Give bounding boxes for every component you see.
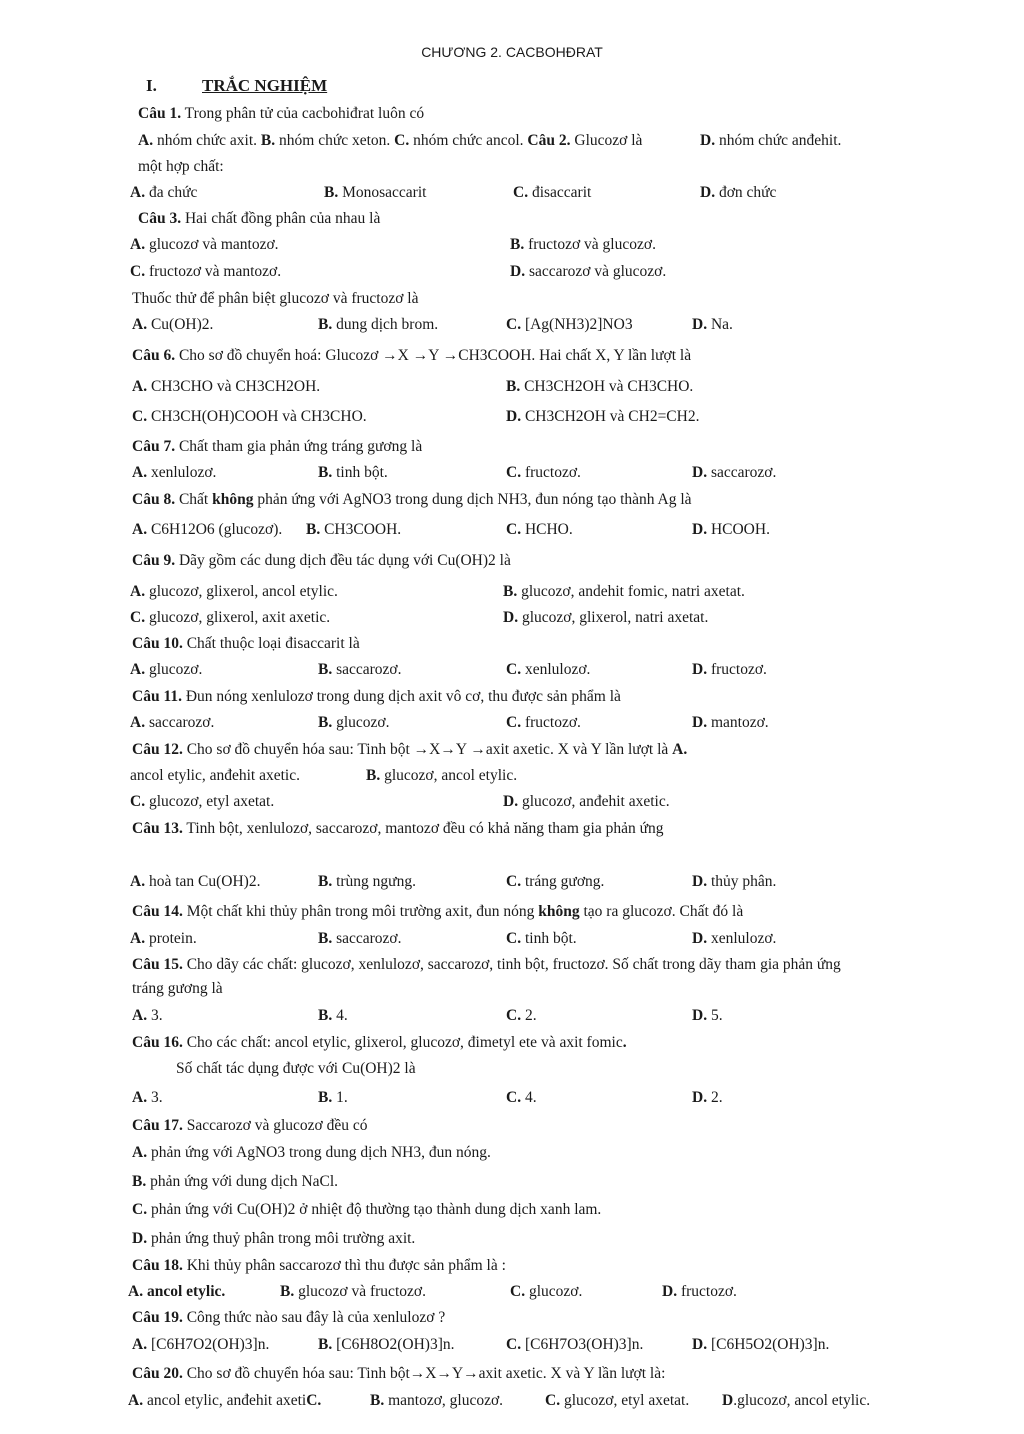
option-label: B. <box>306 521 321 538</box>
option-label: A. <box>130 930 146 947</box>
option-label: C. <box>506 1336 522 1353</box>
option-label: C. <box>506 714 522 731</box>
option-label: B. <box>318 661 333 678</box>
option-text: glucozơ. <box>145 661 203 678</box>
option-c <box>132 1200 601 1220</box>
option-d <box>692 1088 723 1108</box>
option-text: HCOOH. <box>707 521 770 538</box>
option-text: glucozơ, glixerol, ancol etylic. <box>145 583 338 600</box>
option-label: A. <box>130 714 146 731</box>
option-text: 1. <box>332 1089 348 1106</box>
option-label: C. <box>506 1089 522 1106</box>
option-c <box>545 1391 689 1411</box>
option-label: D. <box>692 714 708 731</box>
section-heading <box>146 76 327 96</box>
option-label: B. <box>132 1173 147 1190</box>
option-label: Câu 12. <box>132 741 183 758</box>
option-b <box>318 315 438 335</box>
section-title: TRẮC NGHIỆM <box>202 76 328 95</box>
option-label: A. <box>130 236 146 253</box>
option-label: Câu 9. <box>132 552 176 569</box>
option-text: glucozơ, anđehit axetic. <box>518 793 670 810</box>
option-text: C6H12O6 (glucozơ). <box>147 521 283 538</box>
option-label: C. <box>506 1007 522 1024</box>
question-text: Glucozơ là <box>570 132 643 149</box>
option-text: phản ứng với Cu(OH)2 ở nhiệt độ thường tạo thành dung dịch xanh lam. <box>147 1201 602 1218</box>
question-16 <box>132 1033 627 1053</box>
option-text: glucozơ, andehit fomic, natri axetat. <box>517 583 745 600</box>
option-label: Câu 13. <box>132 820 183 837</box>
option-b <box>318 463 388 483</box>
option-c <box>130 262 281 282</box>
option-d <box>692 872 776 892</box>
option-b <box>132 1172 338 1192</box>
option-label: B. <box>280 1283 295 1300</box>
option-label: A. <box>138 132 154 149</box>
option-text: fructozơ. <box>521 464 581 481</box>
option-label: Câu 17. <box>132 1117 183 1134</box>
question-18 <box>132 1256 506 1276</box>
option-a-continuation: ancol etylic, anđehit axetic. <box>130 767 300 784</box>
chapter-header: CHƯƠNG 2. CACBOHĐRAT <box>421 44 603 60</box>
option-label: Câu 6. <box>132 347 176 364</box>
option-text: 4. <box>521 1089 537 1106</box>
option-text: thủy phân. <box>707 873 777 890</box>
option-text: [C6H5O2(OH)3]n. <box>707 1336 830 1353</box>
option-b <box>318 1088 348 1108</box>
option-a <box>132 1006 163 1026</box>
option-b <box>324 183 426 203</box>
option-label: D. <box>503 609 519 626</box>
option-text: trùng ngưng. <box>332 873 416 890</box>
option-text: glucozơ, etyl axetat. <box>560 1392 690 1409</box>
option-text: mantozơ, glucozơ. <box>384 1392 504 1409</box>
option-text: glucozơ, glixerol, axit axetic. <box>145 609 331 626</box>
option-label: Câu 11. <box>132 688 182 705</box>
option-label: B. <box>260 132 276 149</box>
option-label: B. <box>318 1089 333 1106</box>
option-text: fructozơ và glucozơ. <box>524 236 656 253</box>
option-c <box>510 1282 582 1302</box>
question-label: Câu 1. <box>138 105 182 122</box>
option-text: tinh bột. <box>332 464 388 481</box>
option-label: A. <box>130 583 146 600</box>
option-text: CH3CHO và CH3CH2OH. <box>147 378 321 395</box>
option-b <box>370 1391 503 1411</box>
option-label: . <box>622 1034 627 1051</box>
option-text: 2. <box>521 1007 537 1024</box>
option-label: C. <box>513 184 529 201</box>
option-text: glucozơ. <box>332 714 390 731</box>
option-a <box>130 660 202 680</box>
option-text: 4. <box>332 1007 348 1024</box>
option-label: A. <box>128 1392 144 1409</box>
option-d <box>692 660 767 680</box>
option-label: A. <box>132 1144 148 1161</box>
option-label: Câu 20. <box>132 1365 183 1382</box>
option-text: phản ứng với AgNO3 trong dung dịch NH3, đun nóng. <box>147 1144 491 1161</box>
option-text: phản ứng với AgNO3 trong dung dịch NH3, đun nóng tạo thành Ag là <box>253 491 692 508</box>
option-label: Câu 15. <box>132 956 183 973</box>
option-text: Cho sơ đồ chuyển hóa sau: Tinh bột→X→Y→axit axetic. X và Y lần lượt là: <box>182 1365 666 1382</box>
option-b <box>510 235 656 255</box>
option-text: glucozơ, glixerol, natri axetat. <box>518 609 709 626</box>
option-c <box>513 183 591 203</box>
option-label: B. <box>318 316 333 333</box>
option-label: D. <box>662 1283 678 1300</box>
option-label: A. <box>132 464 148 481</box>
option-text: saccarozơ. <box>707 464 777 481</box>
option-label: C. <box>506 873 522 890</box>
option-label: D. <box>700 184 716 201</box>
option-label: C. <box>506 464 522 481</box>
option-c <box>506 929 577 949</box>
option-label: A. <box>132 316 148 333</box>
option-label: B. <box>318 1336 333 1353</box>
option-label: Câu 10. <box>132 635 183 652</box>
option-label: D. <box>692 873 708 890</box>
question-7 <box>132 437 422 457</box>
option-label: B. <box>318 873 333 890</box>
option-label: C. <box>506 661 522 678</box>
option-a <box>132 1335 269 1355</box>
question-14 <box>132 902 743 922</box>
option-text: saccarozơ. <box>332 661 402 678</box>
option-text: đa chức <box>145 184 198 201</box>
option-text: Saccarozơ và glucozơ đều có <box>182 1117 368 1134</box>
option-label: C. <box>130 609 146 626</box>
option-d <box>692 463 776 483</box>
option-d <box>692 713 769 733</box>
option-text: 3. <box>147 1089 163 1106</box>
option-text: 2. <box>707 1089 723 1106</box>
option-b <box>318 1335 454 1355</box>
option-b <box>306 520 401 540</box>
option-text: tinh bột. <box>521 930 577 947</box>
option-text: Đun nóng xenlulozơ trong dung dịch axit vô cơ, thu được sản phẩm là <box>181 688 621 705</box>
option-text: HCHO. <box>521 521 573 538</box>
option-text: Một chất khi thủy phân trong môi trường axit, đun nóng <box>182 903 539 920</box>
option-label: C. <box>545 1392 561 1409</box>
option-text: Cho dãy các chất: glucozơ, xenlulozơ, saccarozơ, tinh bột, fructozơ. Số chất trong dãy tham gia phản ứng <box>182 956 841 973</box>
option-label: A. <box>130 184 146 201</box>
option-d <box>692 315 733 335</box>
option-text: đisaccarit <box>528 184 592 201</box>
option-a <box>132 1088 163 1108</box>
option-a <box>132 377 320 397</box>
option-a <box>128 1391 321 1411</box>
option-d <box>722 1391 870 1411</box>
option-c <box>506 872 604 892</box>
option-text: dung dịch brom. <box>332 316 439 333</box>
question-9 <box>132 551 511 571</box>
option-a <box>128 1282 225 1302</box>
question-1 <box>138 104 424 124</box>
option-text: CH3COOH. <box>320 521 402 538</box>
question-text: Trong phân tử của cacbohiđrat luôn có <box>181 105 425 122</box>
option-b <box>318 929 402 949</box>
option-c <box>506 315 633 335</box>
option-a <box>130 713 214 733</box>
option-text: ancol etylic, anđehit axeti <box>143 1392 307 1409</box>
option-c <box>506 1088 537 1108</box>
option-a <box>130 872 260 892</box>
option-label: Câu 16. <box>132 1034 183 1051</box>
option-label: C. <box>132 1201 148 1218</box>
option-text: CH3CH(OH)COOH và CH3CHO. <box>147 408 367 425</box>
option-label: B. <box>318 714 333 731</box>
option-c <box>506 520 573 540</box>
option-text: glucozơ và mantozơ. <box>145 236 279 253</box>
option-label: Câu 3. <box>138 210 182 227</box>
option-label: không <box>212 491 254 508</box>
option-c <box>506 1006 537 1026</box>
option-b <box>318 660 402 680</box>
option-text: glucozơ. <box>525 1283 583 1300</box>
option-label: Câu 8. <box>132 491 176 508</box>
option-label: D. <box>692 316 708 333</box>
option-label: A. <box>132 521 148 538</box>
option-text: saccarozơ. <box>332 930 402 947</box>
option-text: xenlulozơ. <box>521 661 591 678</box>
option-label: D. <box>692 464 708 481</box>
option-text: nhóm chức anđehit. <box>715 132 842 149</box>
option-text: nhóm chức axit. <box>153 132 261 149</box>
option-text: 5. <box>707 1007 723 1024</box>
option-a <box>130 582 338 602</box>
option-text: CH3CH2OH và CH2=CH2. <box>521 408 700 425</box>
option-label: D. <box>503 793 519 810</box>
question-11 <box>132 687 621 707</box>
option-text: CH3CH2OH và CH3CHO. <box>520 378 694 395</box>
option-label: B. <box>503 583 518 600</box>
option-b <box>318 713 389 733</box>
option-label: A. <box>132 378 148 395</box>
option-d <box>132 1229 415 1249</box>
option-text: phản ứng thuỷ phân trong môi trường axit. <box>147 1230 416 1247</box>
option-text: Công thức nào sau đây là của xenlulozơ ? <box>182 1309 446 1326</box>
option-text: fructozơ. <box>707 661 767 678</box>
question-8 <box>132 490 692 510</box>
option-d <box>692 1006 723 1026</box>
option-label: D <box>722 1392 734 1409</box>
option-label: A. <box>672 741 688 758</box>
option-label: C. <box>506 930 522 947</box>
option-d <box>692 1335 829 1355</box>
option-text: fructozơ. <box>521 714 581 731</box>
option-text: Cho sơ đồ chuyển hoá: Glucozơ →X →Y →CH3COOH. Hai chất X, Y lần lượt là <box>175 347 692 364</box>
question-1-option-d <box>700 131 841 151</box>
option-label: B. <box>324 184 339 201</box>
question-3 <box>138 209 380 229</box>
option-text: nhóm chức xeton. <box>275 132 395 149</box>
option-d <box>503 608 708 628</box>
option-text: protein. <box>145 930 197 947</box>
option-b <box>280 1282 426 1302</box>
option-label: A. <box>132 1007 148 1024</box>
option-c <box>506 1335 643 1355</box>
option-c <box>506 713 581 733</box>
option-text: Na. <box>707 316 733 333</box>
option-text: glucozơ và fructozơ. <box>294 1283 426 1300</box>
option-d <box>692 929 776 949</box>
option-label: A. <box>128 1283 144 1300</box>
option-label: C. <box>510 1283 526 1300</box>
option-a <box>132 463 216 483</box>
option-text: xenlulozơ. <box>707 930 777 947</box>
option-a <box>130 929 197 949</box>
question-label: Câu 2. <box>527 132 571 149</box>
option-label: A. <box>132 1089 148 1106</box>
option-d <box>700 183 776 203</box>
option-label: B. <box>318 464 333 481</box>
option-b <box>318 872 416 892</box>
option-label: B. <box>318 930 333 947</box>
option-label: D. <box>692 521 708 538</box>
option-d <box>510 262 666 282</box>
option-label: A. <box>132 1336 148 1353</box>
option-text: 3. <box>147 1007 163 1024</box>
option-label: D. <box>692 661 708 678</box>
option-label: Câu 19. <box>132 1309 183 1326</box>
option-label: C. <box>306 1392 322 1409</box>
option-text: mantozơ. <box>707 714 769 731</box>
option-text: Chất <box>175 491 213 508</box>
option-text: glucozơ, ancol etylic. <box>380 767 518 784</box>
question-15-continuation: tráng gương là <box>132 980 223 997</box>
option-a <box>130 235 279 255</box>
option-label: D. <box>510 263 526 280</box>
option-label: C. <box>130 793 146 810</box>
option-label: C. <box>132 408 148 425</box>
option-label: B. <box>506 378 521 395</box>
option-label: C. <box>130 263 146 280</box>
option-text: [C6H7O2(OH)3]n. <box>147 1336 270 1353</box>
option-text: saccarozơ. <box>145 714 215 731</box>
option-c <box>132 407 367 427</box>
option-text: Khi thủy phân saccarozơ thì thu được sản phẩm là : <box>182 1257 506 1274</box>
section-number: I. <box>146 76 157 95</box>
question-20 <box>132 1364 665 1384</box>
option-d <box>503 792 670 812</box>
option-label: Câu 18. <box>132 1257 183 1274</box>
option-text: [C6H8O2(OH)3]n. <box>332 1336 455 1353</box>
option-b <box>318 1006 348 1026</box>
option-label: D. <box>506 408 522 425</box>
option-label: D. <box>132 1230 148 1247</box>
option-label: B. <box>510 236 525 253</box>
option-b <box>506 377 693 397</box>
option-text: fructozơ. <box>677 1283 737 1300</box>
question-16-continuation: Số chất tác dụng được với Cu(OH)2 là <box>176 1060 416 1077</box>
option-c <box>506 463 581 483</box>
option-text: Tinh bột, xenlulozơ, saccarozơ, mantozơ đều có khả năng tham gia phản ứng <box>182 820 664 837</box>
option-label: C. <box>394 132 410 149</box>
option-label: D. <box>692 1089 708 1106</box>
option-label: B. <box>370 1392 385 1409</box>
option-text: Chất thuộc loại đisaccarit là <box>182 635 360 652</box>
option-b <box>503 582 745 602</box>
option-label: C. <box>506 521 522 538</box>
question-13 <box>132 819 664 839</box>
question-6 <box>132 346 691 366</box>
question-19 <box>132 1308 445 1328</box>
option-label: D. <box>692 1007 708 1024</box>
option-a <box>132 315 213 335</box>
option-c <box>506 660 590 680</box>
option-label: B. <box>318 1007 333 1024</box>
option-text: nhóm chức ancol. <box>409 132 528 149</box>
option-label: không <box>538 903 580 920</box>
option-label: Câu 14. <box>132 903 183 920</box>
option-label: C. <box>506 316 522 333</box>
option-text: xenlulozơ. <box>147 464 217 481</box>
question-17 <box>132 1116 367 1136</box>
option-text: Cho các chất: ancol etylic, glixerol, glucozơ, đimetyl ete và axit fomic <box>182 1034 623 1051</box>
option-text: Dãy gồm các dung dịch đều tác dụng với Cu(OH)2 là <box>175 552 511 569</box>
option-label: D. <box>692 1336 708 1353</box>
option-b <box>366 766 517 786</box>
question-4: Thuốc thử để phân biệt glucozơ và fructozơ là <box>132 290 419 307</box>
option-label: A. <box>130 661 146 678</box>
option-a <box>132 1143 491 1163</box>
option-text: tạo ra glucozơ. Chất đó là <box>579 903 744 920</box>
option-c <box>130 792 274 812</box>
option-a <box>132 520 282 540</box>
option-text: saccarozơ và glucozơ. <box>525 263 667 280</box>
option-text: [C6H7O3(OH)3]n. <box>521 1336 644 1353</box>
option-text: glucozơ, etyl axetat. <box>145 793 275 810</box>
question-2-continuation: một hợp chất: <box>138 158 224 175</box>
option-a <box>130 183 197 203</box>
option-label: A. <box>130 873 146 890</box>
option-text: Chất tham gia phản ứng tráng gương là <box>175 438 423 455</box>
option-label: B. <box>366 767 381 784</box>
question-10 <box>132 634 360 654</box>
option-text: fructozơ và mantozơ. <box>145 263 282 280</box>
option-d <box>662 1282 737 1302</box>
option-d <box>506 407 699 427</box>
option-text: phản ứng với dung dịch NaCl. <box>146 1173 339 1190</box>
option-c <box>130 608 330 628</box>
question-1-options-line <box>138 131 642 151</box>
option-text: .glucozơ, ancol etylic. <box>733 1392 871 1409</box>
option-text: Monosaccarit <box>338 184 427 201</box>
option-text: Cho sơ đồ chuyển hóa sau: Tinh bột →X→Y →axit axetic. X và Y lần lượt là <box>182 741 673 758</box>
option-text: đơn chức <box>715 184 777 201</box>
question-12 <box>132 740 687 760</box>
option-text: tráng gương. <box>521 873 605 890</box>
option-d <box>692 520 770 540</box>
option-text: Cu(OH)2. <box>147 316 214 333</box>
option-text: hoà tan Cu(OH)2. <box>145 873 261 890</box>
question-15 <box>132 955 841 975</box>
option-text: [Ag(NH3)2]NO3 <box>521 316 633 333</box>
option-label: ancol etylic. <box>143 1283 226 1300</box>
option-label: Câu 7. <box>132 438 176 455</box>
option-label: D. <box>692 930 708 947</box>
option-text: Hai chất đồng phân của nhau là <box>181 210 381 227</box>
option-label: D. <box>700 132 716 149</box>
